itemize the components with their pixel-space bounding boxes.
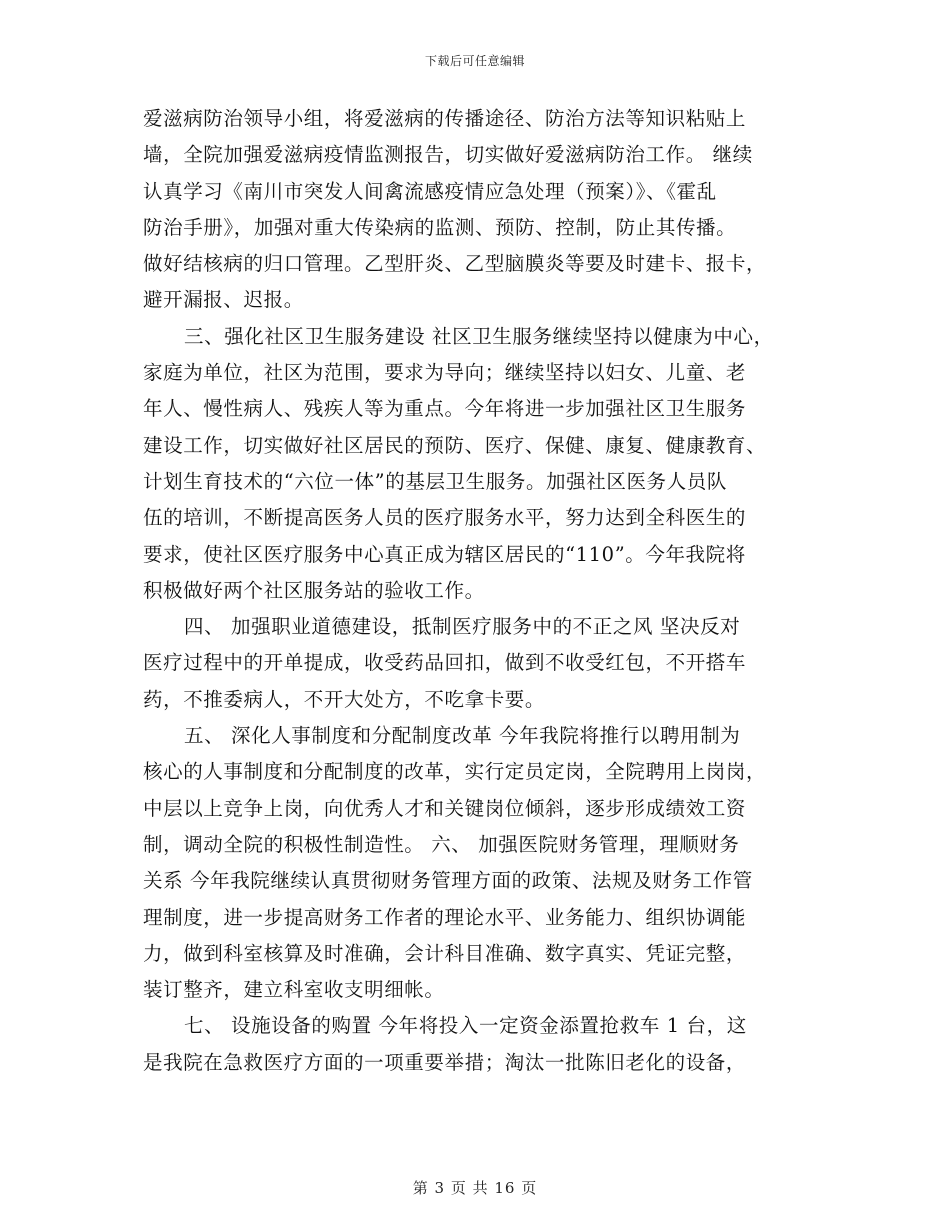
body-line: 伍的培训，不断提高医务人员的医疗服务水平，努力达到全科医生的 [143,506,747,530]
body-line: 核心的人事制度和分配制度的改革，实行定员定岗，全院聘用上岗岗， [143,760,767,784]
body-line: 避开漏报、迟报。 [143,288,304,312]
body-line: 理制度，进一步提高财务工作者的理论水平、业务能力、组织协调能 [143,905,747,929]
footer-prefix: 第 [412,1179,429,1197]
footer-total-pages: 16 [494,1179,516,1197]
body-line: 药，不推委病人，不开大处方，不吃拿卡要。 [143,687,546,711]
body-line: 装订整齐，建立科室收支明细帐。 [143,978,445,1002]
body-line: 爱滋病防治领导小组，将爱滋病的传播途径、防治方法等知识粘贴上 [143,107,747,130]
body-line: 年人、慢性病人、残疾人等为重点。今年将进一步加强社区卫生服务 [143,397,747,421]
footer-middle: 页 共 [450,1179,489,1197]
body-line: 制，调动全院的积极性制造性。 六、 加强医院财务管理，理顺财务 [143,832,740,856]
body-line: 要求，使社区医疗服务中心真正成为辖区居民的“110”。今年我院将 [143,542,746,566]
body-line: 力，做到科室核算及时准确，会计科目准确、数字真实、凭证完整， [143,941,747,965]
body-line: 三、强化社区卫生服务建设 社区卫生服务继续坚持以健康为中心， [184,324,774,348]
footer-suffix: 页 [521,1179,538,1197]
body-line: 防治手册》，加强对重大传染病的监测、预防、控制，防止其传播。 [143,215,737,239]
body-line: 关系 今年我院继续认真贯彻财务管理方面的政策、法规及财务工作管 [143,869,753,893]
body-line: 五、 深化人事制度和分配制度改革 今年我院将推行以聘用制为 [184,724,741,748]
page-footer [0,1177,950,1198]
document-body [143,101,823,1081]
body-line: 积极做好两个社区服务站的验收工作。 [143,578,485,602]
body-line: 七、 设施设备的购置 今年将投入一定资金添置抢救车 1 台，这 [184,1014,747,1038]
body-line: 建设工作，切实做好社区居民的预防、医疗、保健、康复、健康教育、 [143,433,767,457]
body-line: 计划生育技术的“六位一体”的基层卫生服务。加强社区医务人员队 [143,469,727,493]
body-line: 墙，全院加强爱滋病疫情监测报告，切实做好爱滋病防治工作。 继续 [143,143,753,167]
body-line: 做好结核病的归口管理。乙型肝炎、乙型脑膜炎等要及时建卡、报卡， [143,252,767,276]
body-line: 是我院在急救医疗方面的一项重要举措；淘汰一批陈旧老化的设备， [143,1050,747,1074]
body-line: 家庭为单位，社区为范围，要求为导向；继续坚持以妇女、儿童、老 [143,361,747,385]
body-line: 四、 加强职业道德建设，抵制医疗服务中的不正之风 坚决反对 [184,615,741,639]
page-header: 下载后可任意编辑 [424,54,525,68]
body-line: 认真学习《南川市突发人间禽流感疫情应急处理（预案）》、《霍乱 [143,179,717,203]
footer-page-number: 3 [434,1179,446,1197]
body-line: 医疗过程中的开单提成，收受药品回扣，做到不收受红包，不开搭车 [143,651,747,675]
body-line: 中层以上竞争上岗，向优秀人才和关键岗位倾斜，逐步形成绩效工资 [143,796,747,820]
